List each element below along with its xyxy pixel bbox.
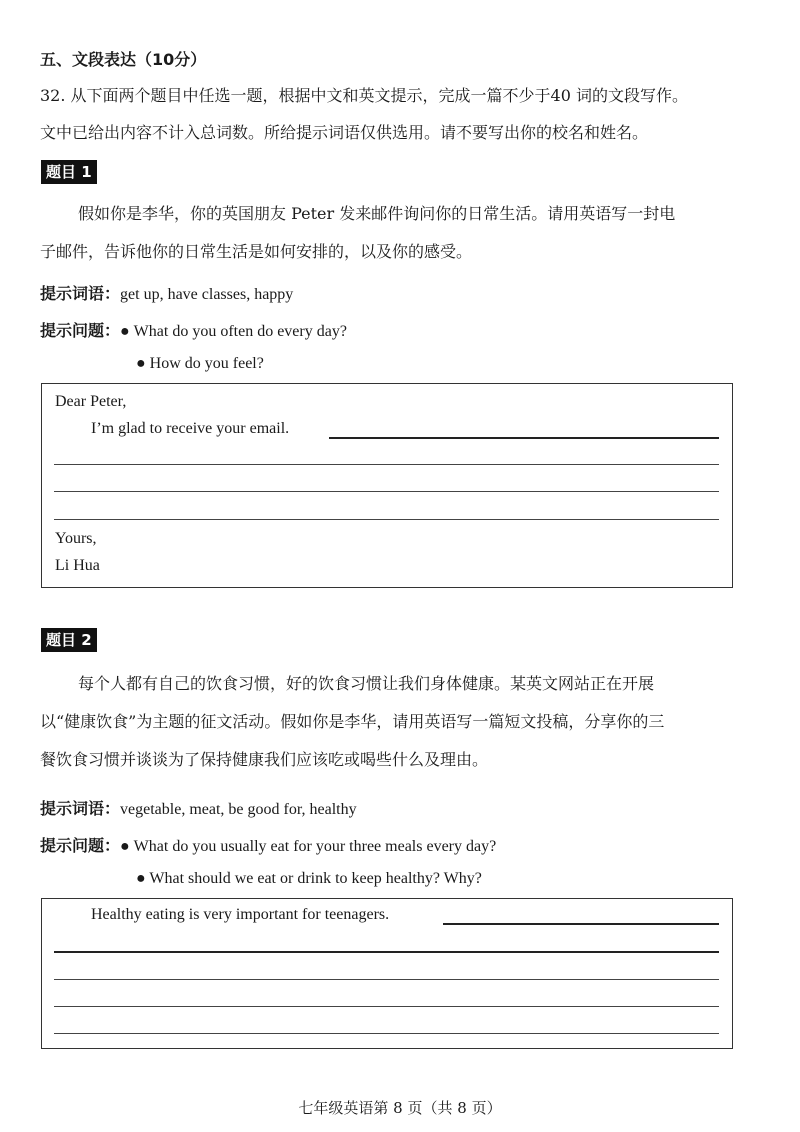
letter-greeting: Dear Peter, [55,393,127,410]
letter-signature: Li Hua [55,557,100,574]
letter-closing: Yours, [55,530,97,547]
answer-line[interactable] [54,1033,719,1034]
topic2-tag: 题目 2 [41,628,97,652]
hint-words-label: 提示词语： [40,284,121,303]
topic1-hint-questions [40,318,347,341]
hint-questions-label: 提示问题： [40,321,121,340]
essay-opening: Healthy eating is very important for teenagers. [91,906,390,923]
topic1-tag: 题目 1 [41,160,97,184]
answer-line[interactable] [54,979,719,980]
topic1-desc-line2: 子邮件，告诉他你的日常生活是如何安排的，以及你的感受。 [40,242,473,261]
answer-line[interactable] [54,1006,719,1007]
section-title: 五、文段表达（10分） [40,50,207,69]
answer-line[interactable] [54,519,719,520]
topic1-desc-line1: 假如你是李华，你的英国朋友 Peter 发来邮件询问你的日常生活。请用英语写一封电 [78,204,676,223]
topic2-desc-line1: 每个人都有自己的饮食习惯，好的饮食习惯让我们身体健康。某英文网站正在开展 [78,674,655,693]
topic2-writing-box[interactable] [41,898,733,1049]
topic2-hint-questions [40,833,496,856]
topic2-desc-line2: 以“健康饮食”为主题的征文活动。假如你是李华，请用英语写一篇短文投稿，分享你的三 [40,712,665,731]
hint-words-label: 提示词语： [40,799,121,818]
question-instruction-line2: 文中已给出内容不计入总词数。所给提示词语仅供选用。请不要写出你的校名和姓名。 [40,123,649,142]
answer-line[interactable] [54,464,719,465]
letter-opening: I’m glad to receive your email. [91,420,290,437]
hint-question-1: ● What do you often do every day? [120,323,347,340]
topic2-desc-line3: 餐饮食习惯并谈谈为了保持健康我们应该吃或喝些什么及理由。 [40,750,489,769]
hint-words-value: get up, have classes, happy [120,286,294,303]
hint-words-value: vegetable, meat, be good for, healthy [120,801,357,818]
hint-question-1: ● What do you usually eat for your three meals every day? [120,838,497,855]
hint-question-2: ● What should we eat or drink to keep healthy? Why? [136,870,482,887]
answer-line[interactable] [54,951,719,953]
topic1-hint-words [40,281,293,304]
hint-questions-label: 提示问题： [40,836,121,855]
answer-line[interactable] [54,491,719,492]
hint-question-2: ● How do you feel? [136,355,264,372]
topic1-writing-box[interactable] [41,383,733,588]
question-instruction-line1: 32. 从下面两个题目中任选一题，根据中文和英文提示，完成一篇不少于40 词的文段写作。 [40,86,688,105]
answer-line[interactable] [443,923,719,925]
page-footer: 七年级英语第 8 页（共 8 页） [298,1099,502,1117]
answer-line[interactable] [329,437,719,439]
topic2-hint-words [40,796,357,819]
